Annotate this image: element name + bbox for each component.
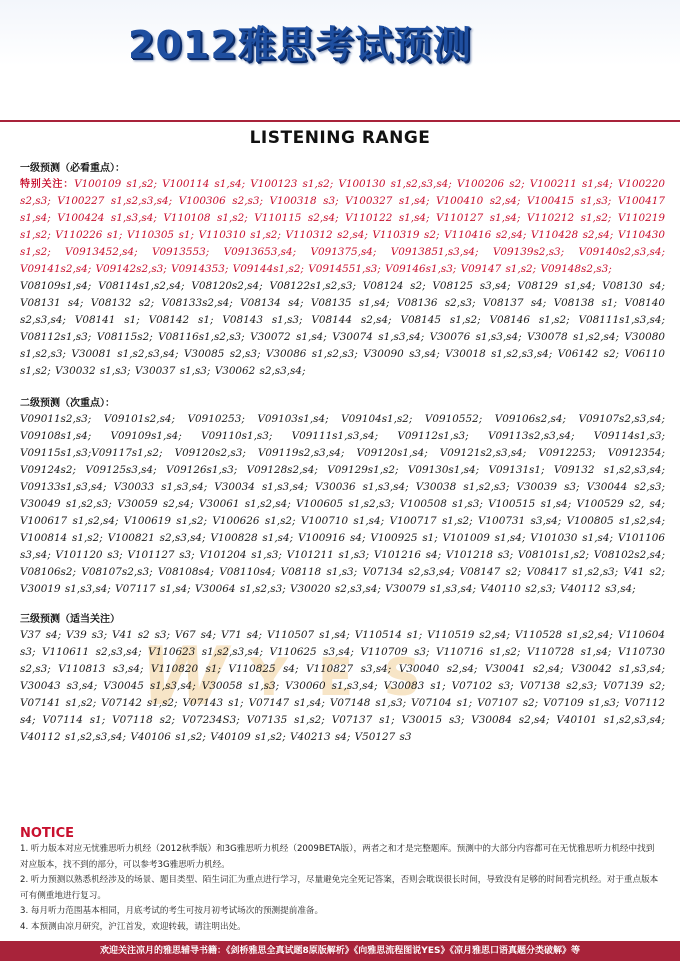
tier1-codes: V08109s1,s4; V08114s1,s2,s4; V08120s2,s4; V08122s1,s2,s3; V08124 s2; V08125 s3,s4; V08129 s1,s4; V08130 s4; V08131 s4; V08132 s2; V08133s2,s4; V08134 s4; V08135 s1,s4; V08136 s2,s3; V08137 s4; V08138 s1; V08140 s2,s3,s4; V08141 s1; V08142 s1; V08143 s1,s3; V08144 s2,s4; V08145 s1,s2; V08146 s1,s2; V08111s1,s3,s4; V08112s1,s3; V08115s2; V08116s1,s2,s3; V30072 s1,s4; V30074 s1,s3,s4; V30076 s1,s3,s4; V30078 s1,s2,s4; V30080 s1,s2,s3; V30081 s1,s2,s3,s4; V30085 s2,s3; V30086 s1,s2,s3; V30090 s3,s4; V30018 s1,s2,s3,s4; V06142 s2; V06110 s1,s2; V30032 s1,s3; V30037 s1,s3; V30062 s2,s3,s4; bbox=[20, 280, 665, 377]
footer-bar: 欢迎关注凉月的雅思辅导书籍：《剑桥雅思全真试题8原版解析》《向雅思流程图说YES》《凉月雅思口语真题分类破解》等 bbox=[0, 941, 680, 961]
notice-item: 1. 听力版本对应无忧雅思听力机经（2012秋季版）和3G雅思听力机经（2009BETA版），两者之和才是完整题库。预测中的大部分内容都可在无忧雅思听力机经中找到对应版本，找不到的部分，可以参考3G雅思听力机经。 bbox=[20, 844, 655, 870]
tier2-codes: V09011s2,s3; V09101s2,s4; V0910253; V09103s1,s4; V09104s1,s2; V0910552; V09106s2,s4; V09107s2,s3,s4; V09108s1,s4; V09109s1,s4; V09110s1,s3; V09111s1,s3,s4; V09112s1,s3; V09113s2,s3,s4; V09114s1,s3; V09115s1,s3;V09117s1,s2; V09120s2,s3; V09119s2,s3,s4; V09120s1,s4; V09121s2,s3,s4; V0912253; V0912354; V09124s2; V09125s3,s4; V09126s1,s3; V09128s2,s4; V09129s1,s2; V09130s1,s4; V09131s1; V09132 s1,s2,s3,s4; V09133s1,s3,s4; V30033 s1,s3,s4; V30034 s1,s3,s4; V30036 s1,s3,s4; V30038 s1,s2,s3; V30039 s3; V30044 s2,s3; V30049 s1,s2,s3; V30059 s2,s4; V30061 s1,s2,s4; V100605 s1,s2,s3; V100508 s1,s3; V100515 s1,s4; V100529 s2, s4; V100617 s1,s2,s4; V100619 s1,s2; V100626 s1,s2; V100710 s1,s4; V100717 s1,s2; V100731 s3,s4; V100805 s1,s2,s4; V100814 s1,s2; V100821 s2,s3,s4; V100828 s1,s4; V100916 s4; V100925 s1; V101009 s1,s4; V101030 s1,s4; V101106 s3,s4; V101120 s3; V101127 s3; V101204 s1,s3; V101211 s1,s3; V101216 s4; V101218 s3; V08101s1,s2; V08102s2,s4; V08106s2; V08107s2,s3; V08108s4; V08110s4; V08118 s1,s3; V07134 s2,s3,s4; V08147 s2; V08417 s1,s2,s3; V41 s2; V30019 s1,s3,s4; V07117 s1,s4; V30064 s1,s2,s3; V30020 s2,s3,s4; V30079 s1,s3,s4; V40110 s2,s3; V40112 s3,s4; bbox=[20, 413, 665, 595]
tier1-special-codes bbox=[20, 176, 665, 278]
notice-item: 3. 每月听力范围基本相同，月底考试的考生可按月初考试场次的预测提前准备。 bbox=[20, 906, 324, 916]
watermark-text: Y E S bbox=[250, 648, 427, 708]
notice-section bbox=[20, 826, 662, 935]
notice-list bbox=[20, 842, 662, 935]
notice-item: 4. 本预测由凉月研究，沪江首发，欢迎转载，请注明出处。 bbox=[20, 921, 246, 932]
banner-title: 2012雅思考试预测 bbox=[128, 23, 472, 67]
notice-item: 2. 听力预测以熟悉机经涉及的场景、题目类型、陌生词汇为重点进行学习，尽量避免完全死记答案，否则会耽误很长时间，导致没有足够的时间看完机经。对于重点版本可有侧重地进行复习。 bbox=[20, 875, 659, 901]
tier2-heading: 二级预测（次重点）： bbox=[20, 398, 115, 409]
spacer bbox=[20, 380, 665, 396]
page-title: LISTENING RANGE bbox=[249, 128, 431, 148]
spacer bbox=[20, 598, 665, 612]
tier1-heading: 一级预测（必看重点）： bbox=[20, 163, 125, 174]
special-attention-label: 特别关注： bbox=[20, 179, 75, 190]
tier3-heading: 三级预测（适当关注） bbox=[20, 614, 120, 625]
watermark-letter: W bbox=[140, 630, 229, 723]
notice-title: NOTICE bbox=[20, 826, 75, 841]
header-divider bbox=[0, 120, 680, 122]
tier3-codes: V37 s4; V39 s3; V41 s2 s3; V67 s4; V71 s4; V110507 s1,s4; V110514 s1; V110519 s2,s4; V110528 s1,s2,s4; V110604 s3; V110611 s2,s3,s4; V110623 s1,s2,s3,s4; V110625 s3,s4; V110709 s3; V110716 s1,s2; V110728 s1,s4; V110730 s2,s3; V110813 s3,s4; V110820 s1; V110825 s4; V110827 s3,s4; V30040 s2,s4; V30041 s2,s4; V30042 s1,s3,s4; V30043 s3,s4; V30045 s1,s3,s4; V30058 s1,s3; V30060 s1,s3,s4; V30083 s1; V07102 s3; V07138 s2,s3; V07139 s2; V07141 s1,s2; V07142 s1,s2; V07143 s1; V07147 s1,s4; V07148 s1,s3; V07104 s1; V07107 s2; V07109 s1,s3; V07112 s4; V07114 s1; V07118 s2; V07234S3; V07135 s1,s2; V07137 s1; V30015 s3; V30084 s2,s4; V40101 s1,s2,s3,s4; V40112 s1,s2,s3,s4; V40106 s1,s2; V40109 s1,s2; V40213 s4; V50127 s3 bbox=[20, 629, 665, 743]
header-banner bbox=[0, 0, 680, 120]
special-codes-text: V100109 s1,s2; V100114 s1,s4; V100123 s1,s2; V100130 s1,s2,s3,s4; V100206 s2; V100211 s1,s4; V100220 s2,s3; V100227 s1,s2,s3,s4; V100306 s2,s3; V100318 s3; V100327 s1,s4; V100410 s2,s4; V100415 s1,s3; V100417 s1,s4; V100424 s1,s3,s4; V110108 s1,s2; V110115 s2,s4; V110122 s1,s4; V110127 s1,s4; V110212 s1,s2; V110219 s1,s2; V110226 s1; V110305 s1; V110310 s1,s2; V110312 s2,s4; V110319 s2; V110416 s2,s4; V110428 s2,s4; V110430 s1,s2; V0913452,s4; V0913553; V0913653,s4; V091375,s4; V0913851,s3,s4; V09139s2,s3; V09140s2,s3,s4; V09141s2,s4; V09142s2,s3; V0914353; V09144s1,s2; V0914551,s3; V09146s1,s3; V09147 s1,s2; V09148s2,s3; bbox=[20, 178, 666, 275]
prediction-content bbox=[20, 161, 665, 746]
